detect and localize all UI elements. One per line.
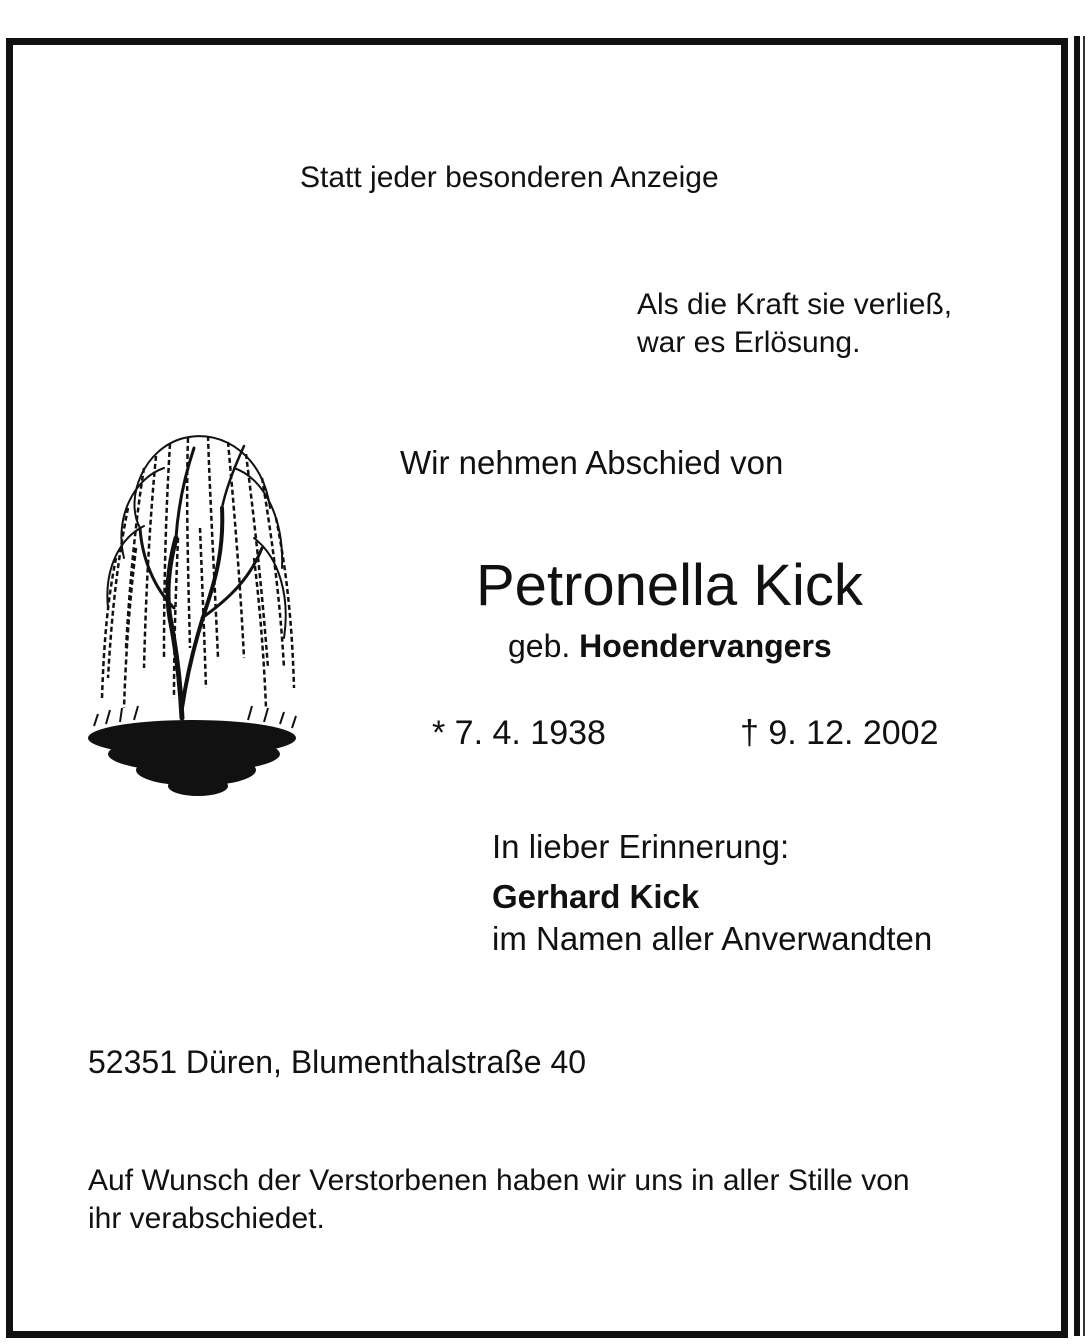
scan-edge-line-thin (1083, 36, 1085, 1336)
quote-block (637, 286, 952, 362)
address-line: 52351 Düren, Blumenthalstraße 40 (88, 1044, 587, 1080)
signer-name: Gerhard Kick (492, 878, 700, 915)
memory-line: In lieber Erinnerung: (492, 828, 790, 865)
closing-note-line-2: ihr verabschiedet. (88, 1202, 325, 1235)
death-date: † 9. 12. 2002 (740, 714, 939, 752)
closing-note (88, 1162, 910, 1238)
deceased-name: Petronella Kick (476, 553, 863, 618)
quote-line-1: Als die Kraft sie verließ, (637, 288, 953, 321)
closing-note-line-1: Auf Wunsch der Verstorbenen haben wir uns in aller Stille von (88, 1164, 910, 1197)
notice-header: Statt jeder besonderen Anzeige (300, 161, 719, 194)
birth-date: * 7. 4. 1938 (432, 714, 606, 752)
scan-edge-line (1074, 36, 1080, 1336)
birth-name-prefix: geb. (508, 628, 571, 664)
quote-line-2: war es Erlösung. (637, 326, 861, 359)
birth-name-line (508, 628, 832, 666)
farewell-intro: Wir nehmen Abschied von (400, 444, 784, 481)
weeping-willow-icon (84, 408, 304, 808)
relatives-line: im Namen aller Anverwandten (492, 920, 933, 957)
birth-name: Hoendervangers (579, 628, 832, 664)
